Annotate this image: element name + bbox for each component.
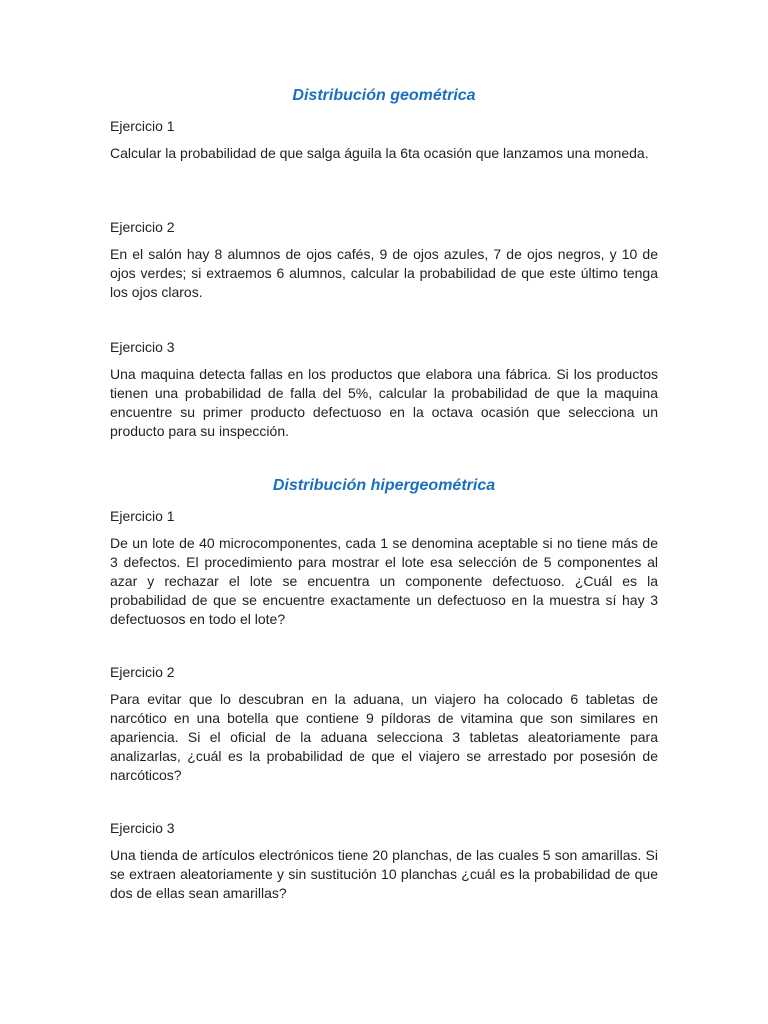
exercise-label: Ejercicio 3	[110, 339, 175, 355]
section-geometric	[110, 86, 658, 106]
exercise-label: Ejercicio 2	[110, 664, 175, 680]
exercise-2	[110, 663, 658, 681]
exercise-2-text-block	[110, 245, 658, 302]
exercise-2-text-block	[110, 690, 658, 785]
exercise-3-text-block	[110, 365, 658, 441]
exercise-3	[110, 819, 658, 837]
exercise-3	[110, 338, 658, 356]
exercise-2	[110, 218, 658, 236]
exercise-1-text-block	[110, 534, 658, 629]
exercise-label: Ejercicio 2	[110, 219, 175, 235]
exercise-text: En el salón hay 8 alumnos de ojos cafés, 9 de ojos azules, 7 de ojos negros, y 10 de ojos verdes; si extraemos 6 alumnos, calcular la probabilidad de que este último tenga los ojos claros.	[110, 246, 658, 300]
exercise-text: Una tienda de artículos electrónicos tiene 20 planchas, de las cuales 5 son amarillas. Si se extraen aleatoriamente y sin sustitución 10 planchas ¿cuál es la probabilidad de que dos de ellas sean amarillas?	[110, 847, 658, 901]
exercise-1	[110, 507, 658, 525]
exercise-text: Una maquina detecta fallas en los productos que elabora una fábrica. Si los productos tienen una probabilidad de falla del 5%, calcular la probabilidad de que la maquina encuentre su primer producto defectuoso en la octava ocasión que selecciona un producto para su inspección.	[110, 366, 658, 439]
exercise-3-text-block	[110, 846, 658, 903]
exercise-label: Ejercicio 1	[110, 118, 175, 134]
exercise-text: Calcular la probabilidad de que salga águila la 6ta ocasión que lanzamos una moneda.	[110, 145, 649, 161]
exercise-text: Para evitar que lo descubran en la aduana, un viajero ha colocado 6 tabletas de narcótico en una botella que contiene 9 píldoras de vitamina que son similares en apariencia. Si el oficial de la aduana selecciona 3 tabletas aleatoriamente para analizarlas, ¿cuál es la probabilidad de que el viajero se arrestado por posesión de narcóticos?	[110, 691, 658, 783]
exercise-text: De un lote de 40 microcomponentes, cada 1 se denomina aceptable si no tiene más de 3 defectos. El procedimiento para mostrar el lote esa selección de 5 componentes al azar y rechazar el lote se encuentra un componente defectuoso. ¿Cuál es la probabilidad de que se encuentre exactamente un defectuoso en la muestra sí hay 3 defectuosos en todo el lote?	[110, 535, 658, 627]
section-title: Distribución hipergeométrica	[272, 477, 496, 494]
exercise-1	[110, 117, 658, 135]
exercise-label: Ejercicio 3	[110, 820, 175, 836]
section-hypergeometric	[110, 476, 658, 496]
exercise-1-text-block	[110, 144, 658, 163]
section-title: Distribución geométrica	[292, 87, 476, 104]
exercise-label: Ejercicio 1	[110, 508, 175, 524]
